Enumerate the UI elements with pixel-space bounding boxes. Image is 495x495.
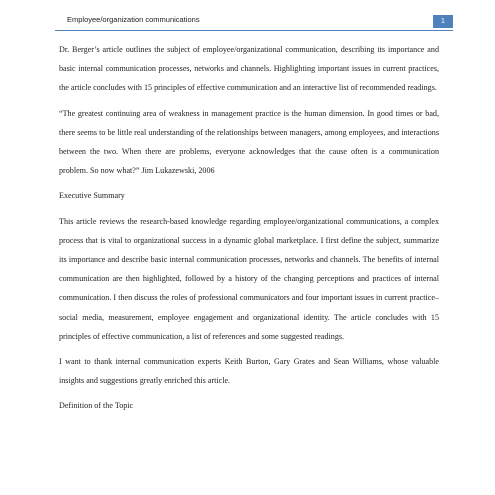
executive-summary-paragraph: This article reviews the research-based knowledge regarding employee/organizational communications, a complex process that is vital to organizational success in a dynamic global marketplace. I first define the subject, summarize its importance and describe basic internal communication processes, networks and channels. The benefits of internal communication are then highlighted, followed by a history of the changing perceptions and practices of internal communication. I then discuss the roles of professional communicators and four important issues in current practice–social media, measurement, employee engagement and organizational identity. The article concludes with 15 principles of effective communication, a list of references and some suggested readings. [59,216,439,341]
quote-paragraph: “The greatest continuing area of weakness in management practice is the human dimension. In good times or bad, there seems to be little real understanding of the relationships between managers, among employees, and interactions between the two. When there are problems, everyone acknowledges that the cause often is a communication problem. So now what?” Jim Lukazewski, 2006 [59,108,439,176]
header-title: Employee/organization communications [67,15,200,24]
executive-summary-heading: Executive Summary [59,191,125,201]
acknowledgement-paragraph: I want to thank internal communication experts Keith Burton, Gary Grates and Sean Williams, whose valuable insights and suggestions greatly enriched this article. [59,357,439,386]
page-number-badge: 1 [433,15,453,28]
definition-heading: Definition of the Topic [59,401,134,411]
intro-paragraph: Dr. Berger’s article outlines the subject of employee/organizational communication, describing its importance and basic internal communication processes, networks and channels. Highlighting important issues in current practices, the article concludes with 15 principles of effective communication and an interactive list of recommended readings. [59,45,439,93]
document-body [59,40,439,422]
page-header [55,12,453,31]
